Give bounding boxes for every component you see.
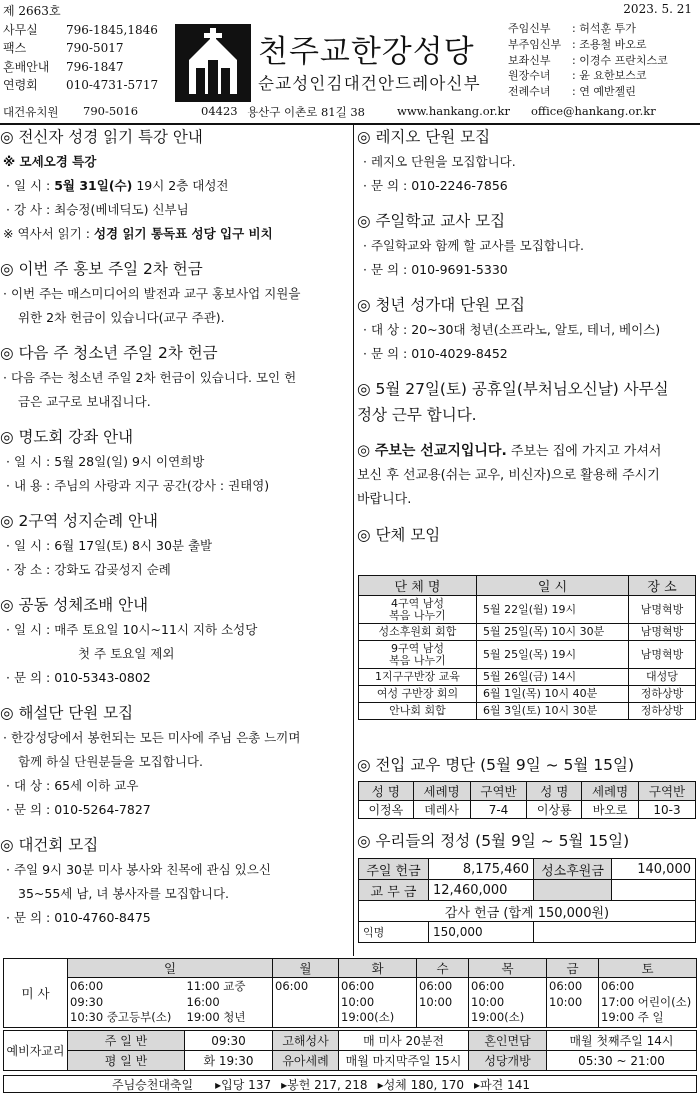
line-label: ◎ [357, 441, 375, 459]
clergy-row [508, 21, 698, 37]
notice-line [357, 438, 700, 464]
line-label: · 일 시 : [6, 178, 55, 193]
sacrament-value: 매 미사 20분전 [339, 1031, 469, 1051]
contact-row [3, 39, 175, 57]
mass-label: 미 사 [4, 959, 68, 1028]
contact-label: 연령회 [3, 77, 38, 92]
clergy-row [508, 84, 698, 100]
new-members-table [358, 781, 696, 819]
section-title: ◎ 우리들의 정성 (5월 9일 ~ 5월 15일) [357, 832, 630, 850]
line-text: 19시 2층 대성전 [132, 178, 229, 193]
mass-time: 06:00 [70, 979, 104, 993]
day-header: 수 [417, 959, 469, 978]
thanks-offering-title: 감사 헌금 (합계 150,000원) [359, 901, 696, 922]
offering-label: 성소후원금 [534, 859, 612, 880]
mass-time: 17:00 어린이(소) [601, 994, 692, 1009]
section-title: ◎ 다음 주 청소년 주일 2차 헌금 [0, 344, 218, 362]
clergy-row [508, 53, 698, 69]
left-column [0, 124, 352, 930]
section-subtitle: ※ 모세오경 특강 [3, 154, 97, 169]
column-header: 성 명 [527, 782, 582, 801]
table-row [359, 801, 696, 819]
notice-line: · 문 의 : 010-5264-7827 [6, 802, 151, 817]
section-title: ◎ 이번 주 홍보 주일 2차 헌금 [0, 260, 203, 278]
mass-time: 19:00 청년 [186, 1010, 246, 1024]
mass-time: 11:00 교중 [186, 979, 246, 993]
column-header: 장 소 [629, 576, 696, 596]
column-divider [353, 124, 354, 956]
day-header: 목 [469, 959, 547, 978]
clergy-name: : 윤 요한보스코 [572, 69, 647, 83]
notice-line: · 레지오 단원을 모집합니다. [363, 154, 516, 169]
contact-value: 010-4731-5717 [66, 77, 159, 92]
mass-time: 06:00 [419, 979, 453, 993]
paper-subtitle: 순교성인김대건안드레아신부 [258, 74, 481, 93]
notice-line: · 주일 9시 30분 미사 봉사와 친목에 관심 있으신 [6, 862, 271, 877]
notice-line: · 한강성당에서 봉헌되는 모든 미사에 주님 은총 느끼며 [3, 730, 301, 745]
table-row [359, 669, 696, 686]
group-name: 9구역 남성 복음 나누기 [359, 641, 477, 669]
column-header: 일 시 [477, 576, 629, 596]
catechism-label: 예비자교리 [4, 1031, 68, 1071]
contact-row [3, 21, 175, 39]
address-bar [3, 104, 697, 120]
table-header-row [359, 576, 696, 596]
group-when: 5월 26일(금) 14시 [477, 669, 629, 686]
blank-cell [534, 922, 696, 943]
group-when: 5월 22일(월) 19시 [477, 596, 629, 624]
clergy-role: 보좌신부 [508, 53, 551, 67]
mass-schedule-table [3, 958, 697, 1028]
sacrament-value: 05:30 ~ 21:00 [547, 1051, 697, 1071]
kindergarten-phone: 790-5016 [83, 104, 139, 118]
feast-name: 주님승천대축일 [112, 1077, 194, 1092]
section-title: ◎ 2구역 성지순례 안내 [0, 512, 158, 530]
section-title: ◎ 대건회 모집 [0, 836, 99, 854]
notice-line: 보신 후 선교용(쉬는 교우, 비신자)으로 활용해 주시기 [357, 468, 660, 483]
mass-time: 19:00 주 일 [601, 1010, 664, 1024]
notice-line: 위한 2차 헌금이 있습니다(교구 주관). [18, 310, 225, 325]
tuesday-mass-times [339, 978, 417, 1028]
class-time: 09:30 [185, 1031, 273, 1051]
hymn-recessional: ▸파견 141 [474, 1077, 530, 1092]
blank-cell [612, 880, 696, 901]
notice-line: · 이번 주는 매스미디어의 발전과 교구 홍보사업 지원을 [3, 286, 301, 301]
column-header: 세례명 [582, 782, 639, 801]
mass-time: 10:00 [549, 994, 583, 1009]
sacrament-label: 혼인면담 [469, 1031, 547, 1051]
column-header: 성 명 [359, 782, 414, 801]
donor-name: 익명 [359, 922, 429, 943]
group-when: 5월 25일(목) 19시 [477, 641, 629, 669]
sacrament-label: 성당개방 [469, 1051, 547, 1071]
notice-line: 첫 주 토요일 제외 [78, 646, 175, 661]
section-title: ◎ 공동 성체조배 안내 [0, 596, 149, 614]
day-header: 일 [68, 959, 273, 978]
line-text: 주보는 집에 가지고 가셔서 [506, 444, 662, 459]
offering-value: 12,460,000 [429, 880, 534, 901]
mass-time: 06:00 [601, 979, 635, 993]
mass-time: 16:00 [186, 994, 220, 1009]
sacrament-value: 매월 마지막주일 15시 [339, 1051, 469, 1071]
clergy-role: 전례수녀 [508, 85, 551, 99]
notice-line: · 일 시 : 매주 토요일 10시~11시 지하 소성당 [6, 622, 258, 637]
sunday-mass-times [185, 978, 273, 1028]
notice-line: · 문 의 : 010-9691-5330 [363, 262, 508, 277]
section-title: ◎ 단체 모임 [357, 526, 441, 544]
table-row [4, 1051, 697, 1071]
clergy-list [508, 21, 698, 100]
group-where: 남명혁방 [629, 624, 696, 641]
notice-line: · 대 상 : 65세 이하 교우 [6, 778, 139, 793]
wednesday-mass-times [417, 978, 469, 1028]
contact-value: 796-1847 [66, 59, 124, 74]
notice-line: · 장 소 : 강화도 갑곶성지 순례 [6, 562, 171, 577]
offering-value: 8,175,460 [429, 859, 534, 880]
group-where: 남명혁방 [629, 596, 696, 624]
class-label: 주 일 반 [68, 1031, 185, 1051]
friday-mass-times [547, 978, 599, 1028]
table-row [4, 1031, 697, 1051]
contact-label: 팩스 [3, 41, 27, 56]
notice-line: · 문 의 : 010-4029-8452 [363, 346, 508, 361]
notice-line: · 주일학교와 함께 할 교사를 모집합니다. [363, 238, 585, 253]
table-row [359, 901, 696, 922]
notice-line: · 일 시 : 5월 28일(일) 9시 이연희방 [6, 454, 205, 469]
member-cell: 이정옥 [359, 801, 414, 819]
clergy-name: : 조용철 바오로 [572, 37, 647, 51]
street-address: 용산구 이촌로 81길 38 [247, 105, 365, 119]
table-row [359, 922, 696, 943]
notice-line [0, 174, 352, 198]
offering-value: 140,000 [612, 859, 696, 880]
saturday-mass-times [599, 978, 697, 1028]
mass-time: 09:30 [70, 994, 104, 1009]
day-header: 토 [599, 959, 697, 978]
hymn-entrance: ▸입당 137 [215, 1077, 272, 1092]
hymn-footer [3, 1075, 697, 1093]
notice-line: 함께 하실 단원분들을 모집합니다. [18, 754, 203, 769]
email-link[interactable]: office@hankang.or.kr [531, 104, 656, 118]
paper-title: 천주교한강성당 [258, 34, 475, 70]
offering-label: 주일 헌금 [359, 859, 429, 880]
group-where: 정하상방 [629, 703, 696, 720]
notice-line: · 대 상 : 20~30대 청년(소프라노, 알토, 테너, 베이스) [363, 322, 661, 337]
clergy-role: 부주임신부 [508, 37, 562, 51]
day-header: 금 [547, 959, 599, 978]
kindergarten-label: 대건유치원 [3, 105, 59, 119]
monday-mass-times [273, 978, 339, 1028]
issue-number: 제 2663호 [3, 4, 61, 18]
group-name: 안나회 회합 [359, 703, 477, 720]
contact-label: 혼배안내 [3, 59, 50, 74]
day-header: 월 [273, 959, 339, 978]
contact-value: 790-5017 [66, 41, 124, 56]
notice-line: · 다음 주는 청소년 주일 2차 헌금이 있습니다. 모인 헌 [3, 370, 297, 385]
sacrament-label: 유아세례 [273, 1051, 339, 1071]
hymn-communion: ▸성체 180, 170 [377, 1077, 465, 1092]
group-where: 정하상방 [629, 686, 696, 703]
postcode: 04423 [201, 104, 238, 118]
blank-cell [534, 880, 612, 901]
clergy-name: : 허석훈 투가 [572, 22, 636, 35]
church-logo-icon [175, 24, 251, 102]
member-cell: 10-3 [639, 801, 696, 819]
clergy-name: : 연 예반젤린 [572, 85, 636, 99]
sacraments-table [3, 1030, 697, 1071]
group-where: 대성당 [629, 669, 696, 686]
section-title: ◎ 주일학교 교사 모집 [357, 212, 506, 230]
notice-line: · 문 의 : 010-4760-8475 [6, 910, 151, 925]
table-row [359, 641, 696, 669]
notice-line: · 강 사 : 최승정(베네딕도) 신부님 [6, 202, 189, 217]
notice-line: 35~55세 남, 녀 봉사자를 모집합니다. [18, 886, 230, 901]
donor-amount: 150,000 [429, 922, 534, 943]
table-row [359, 880, 696, 901]
section-title: ◎ 전신자 성경 읽기 특강 안내 [0, 128, 203, 146]
notice-line: · 문 의 : 010-2246-7856 [363, 178, 508, 193]
contact-list [3, 21, 175, 94]
group-name: 1지구구반장 교육 [359, 669, 477, 686]
section-title: ◎ 레지오 단원 모집 [357, 128, 491, 146]
offering-label: 교 무 금 [359, 880, 429, 901]
right-column [357, 124, 700, 548]
mass-time: 06:00 [275, 979, 309, 993]
notice-line: · 내 용 : 주님의 사랑과 지구 공간(강사 : 권태영) [6, 478, 270, 493]
notice-line: 바랍니다. [357, 492, 412, 507]
contact-row [3, 76, 175, 94]
column-header: 단 체 명 [359, 576, 477, 596]
group-when: 6월 1일(목) 10시 40분 [477, 686, 629, 703]
table-row [4, 978, 697, 1028]
group-when: 6월 3일(토) 10시 30분 [477, 703, 629, 720]
table-row [359, 596, 696, 624]
notice-headline: 정상 근무 합니다. [357, 406, 477, 424]
notice-line: · 일 시 : 6월 17일(토) 8시 30분 출발 [6, 538, 213, 553]
contact-row [3, 58, 175, 76]
clergy-row [508, 68, 698, 84]
notice-line: · 문 의 : 010-5343-0802 [6, 670, 151, 685]
member-cell: 7-4 [470, 801, 527, 819]
thursday-mass-times [469, 978, 547, 1028]
member-cell: 이상룡 [527, 801, 582, 819]
line-highlight: 성경 읽기 통독표 성당 입구 비치 [93, 226, 273, 241]
column-header: 구역반 [470, 782, 527, 801]
line-highlight: 주보는 선교지입니다. [374, 443, 507, 459]
section-title: ◎ 전입 교우 명단 (5월 9일 ~ 5월 15일) [357, 756, 635, 774]
group-name: 성소후원회 회합 [359, 624, 477, 641]
table-header-row [359, 782, 696, 801]
notice-line: 금은 교구로 보내집니다. [18, 394, 151, 409]
website-link[interactable]: www.hankang.or.kr [397, 104, 511, 118]
mass-time: 06:00 [341, 979, 375, 993]
mass-time: 10:00 [341, 994, 375, 1009]
mass-time: 06:00 [471, 979, 505, 993]
class-label: 평 일 반 [68, 1051, 185, 1071]
contact-value: 796-1845,1846 [66, 23, 158, 37]
mass-time: 10:30 중고등부(소) [70, 1010, 172, 1024]
offerings-table [358, 858, 696, 943]
notice-line [0, 222, 352, 246]
section-title: ◎ 청년 성가대 단원 모집 [357, 296, 525, 314]
notice-headline: ◎ 5월 27일(토) 공휴일(부처님오신날) 사무실 [357, 380, 669, 398]
table-row [359, 624, 696, 641]
table-row [359, 859, 696, 880]
sacrament-value: 매월 첫째주일 14시 [547, 1031, 697, 1051]
hymn-offertory: ▸봉헌 217, 218 [281, 1077, 368, 1092]
clergy-role: 주임신부 [508, 22, 551, 35]
mass-time: 19:00(소) [341, 1010, 395, 1024]
line-highlight: 5월 31일(수) [54, 178, 133, 193]
mass-time: 06:00 [549, 979, 583, 993]
mass-time: 19:00(소) [471, 1010, 525, 1024]
column-header: 구역반 [639, 782, 696, 801]
section-title: ◎ 해설단 단원 모집 [0, 704, 134, 722]
table-row [359, 686, 696, 703]
clergy-name: : 이경수 프란치스코 [572, 53, 668, 67]
member-cell: 바오로 [582, 801, 639, 819]
class-time: 화 19:30 [185, 1051, 273, 1071]
group-where: 남명혁방 [629, 641, 696, 669]
line-label: ※ 역사서 읽기 : [3, 226, 94, 241]
issue-date: 2023. 5. 21 [623, 2, 692, 16]
member-cell: 데레사 [413, 801, 470, 819]
table-header-row [4, 959, 697, 978]
group-when: 5월 25일(목) 10시 30분 [477, 624, 629, 641]
day-header: 화 [339, 959, 417, 978]
mass-time: 10:00 [471, 994, 505, 1009]
sacrament-label: 고해성사 [273, 1031, 339, 1051]
table-row [359, 703, 696, 720]
group-name: 여성 구반장 회의 [359, 686, 477, 703]
mass-time: 10:00 [419, 994, 453, 1009]
group-meetings-table [358, 575, 696, 720]
section-title: ◎ 명도회 강좌 안내 [0, 428, 134, 446]
contact-label: 사무실 [3, 23, 38, 37]
group-name: 4구역 남성 복음 나누기 [359, 596, 477, 624]
sunday-mass-times [68, 978, 185, 1028]
column-header: 세례명 [413, 782, 470, 801]
clergy-role: 원장수녀 [508, 69, 551, 83]
clergy-row [508, 37, 698, 53]
